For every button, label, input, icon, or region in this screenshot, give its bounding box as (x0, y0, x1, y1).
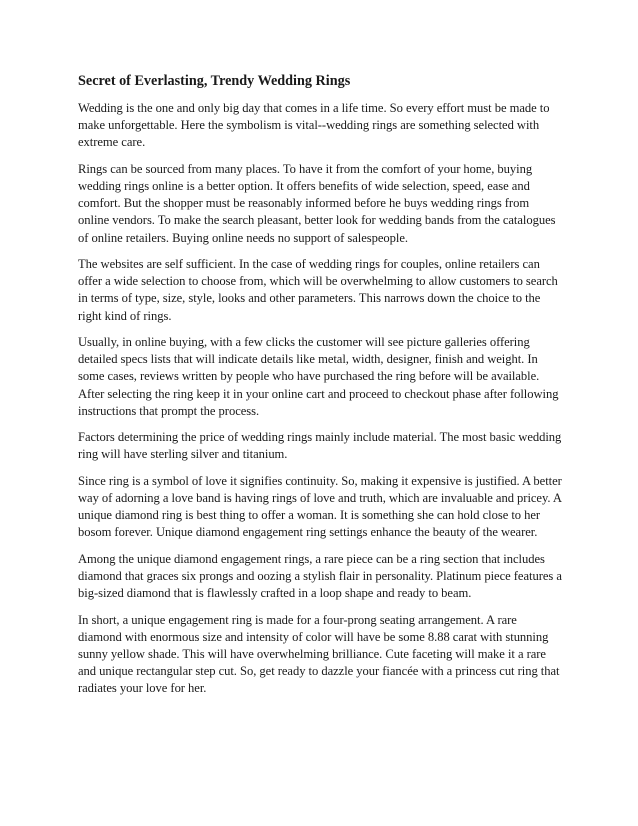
paragraph-websites: The websites are self sufficient. In the case of wedding rings for couples, online retailers can offer a wide selection to choose from, which will be overwhelming to allow customers to search in terms of type, size, style, looks and other parameters. This narrows down the choice to the right kind of rings. (78, 257, 558, 323)
paragraph-online-buying: Usually, in online buying, with a few clicks the customer will see picture galleries offering detailed specs lists that will indicate details like metal, width, designer, finish and weight. In some cases, reviews written by people who have purchased the ring before will be available. After selecting the ring keep it in your online cart and proceed to checkout phase after following instructions that prompt the process. (78, 335, 559, 418)
paragraph-intro: Wedding is the one and only big day that comes in a life time. So every effort must be made to make unforgettable. Here the symbolism is vital--wedding rings are something selected with extreme care. (78, 101, 550, 150)
paragraph-unique-rings: Among the unique diamond engagement rings, a rare piece can be a ring section that includes diamond that graces six prongs and oozing a stylish flair in personality. Platinum piece features a big-sized diamond that is flawlessly crafted in a loop shape and ready to beam. (78, 551, 562, 601)
paragraph-price-factors: Factors determining the price of wedding rings mainly include material. The most basic wedding ring will have sterling silver and titanium. (78, 430, 562, 462)
paragraph-symbol-of-love: Since ring is a symbol of love it signifies continuity. So, making it expensive is justified. A better way of adorning a love band is having rings of love and truth, which are invaluable and pricey. A unique diamond ring is best thing to offer a woman. It is something she can hold close to her bosom forever. Unique diamond engagement ring settings enhance the beauty of the wearer. (78, 473, 562, 540)
paragraph-sourcing: Rings can be sourced from many places. To have it from the comfort of your home, buying wedding rings online is a better option. It offers benefits of wide selection, speed, ease and comfort. But the shopper must be reasonably informed before he buys wedding rings from online vendors. To make the search pleasant, better look for wedding bands from the catalogues of online retailers. Buying online needs no support of salespeople. (78, 161, 556, 245)
document-title: Secret of Everlasting, Trendy Wedding Rings (78, 73, 351, 89)
paragraph-conclusion: In short, a unique engagement ring is made for a four-prong seating arrangement. A rare diamond with enormous size and intensity of color will have be some 8.88 carat with stunning sunny yellow shade. This will have overwhelming brilliance. Cute faceting will make it a rare and unique rectangular step cut. So, get ready to dazzle your fiancée with a princess cut ring that radiates your love for her. (78, 612, 560, 696)
document-page (78, 72, 562, 707)
